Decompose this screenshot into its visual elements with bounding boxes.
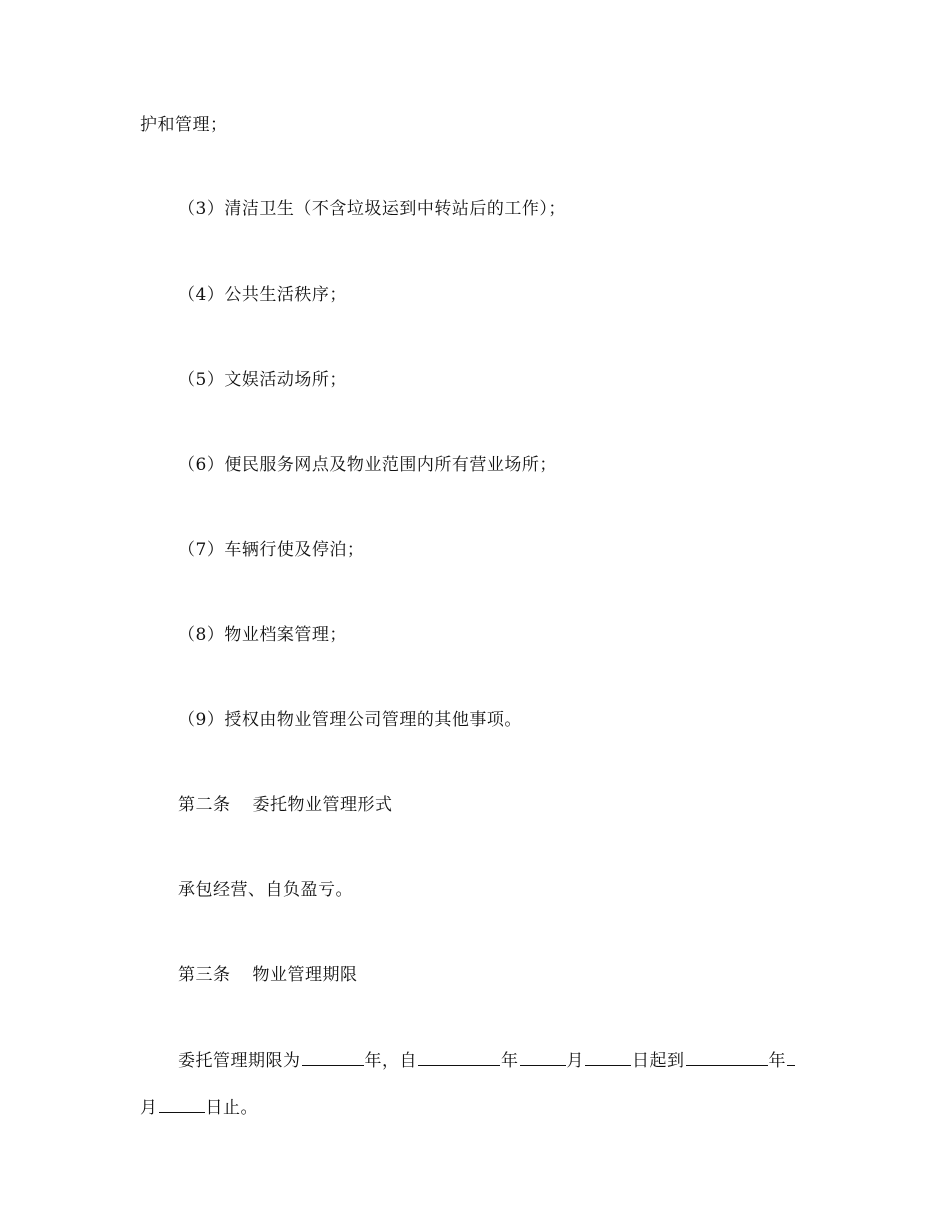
list-item: （8）物业档案管理； xyxy=(178,625,347,645)
fill-blank-end-day[interactable] xyxy=(159,1095,205,1113)
term-text: 年 xyxy=(501,1051,519,1071)
term-text: 年，自 xyxy=(364,1051,417,1071)
list-item: （6）便民服务网点及物业范围内所有营业场所； xyxy=(178,455,557,475)
fill-blank-start-day[interactable] xyxy=(585,1048,631,1066)
term-text: 委托管理期限为 xyxy=(178,1051,301,1071)
term-line-continued xyxy=(140,1095,258,1120)
fill-blank-end-month[interactable] xyxy=(787,1048,795,1066)
paragraph-continuation: 护和管理； xyxy=(140,115,228,135)
article-number: 第三条 xyxy=(178,965,231,985)
fill-blank-end-year[interactable] xyxy=(686,1048,768,1066)
paragraph: 承包经营、自负盈亏。 xyxy=(178,880,353,900)
list-item: （3）清洁卫生（不含垃圾运到中转站后的工作）； xyxy=(178,199,566,219)
fill-blank-start-month[interactable] xyxy=(520,1048,566,1066)
fill-blank-start-year[interactable] xyxy=(418,1048,500,1066)
article-title: 委托物业管理形式 xyxy=(252,795,393,815)
term-text: 日止。 xyxy=(205,1098,258,1118)
term-text: 月 xyxy=(566,1051,584,1071)
list-item: （9）授权由物业管理公司管理的其他事项。 xyxy=(178,710,522,730)
term-text: 日起到 xyxy=(632,1051,685,1071)
list-item: （7）车辆行使及停泊； xyxy=(178,540,365,560)
article-title: 物业管理期限 xyxy=(252,965,358,985)
term-text: 年 xyxy=(768,1051,786,1071)
term-text: 月 xyxy=(140,1098,158,1118)
fill-blank-years[interactable] xyxy=(302,1048,364,1066)
article-heading xyxy=(178,793,393,817)
list-item: （4）公共生活秩序； xyxy=(178,285,347,305)
list-item: （5）文娱活动场所； xyxy=(178,370,347,390)
term-line xyxy=(178,1048,796,1073)
article-heading xyxy=(178,963,358,987)
article-number: 第二条 xyxy=(178,795,231,815)
